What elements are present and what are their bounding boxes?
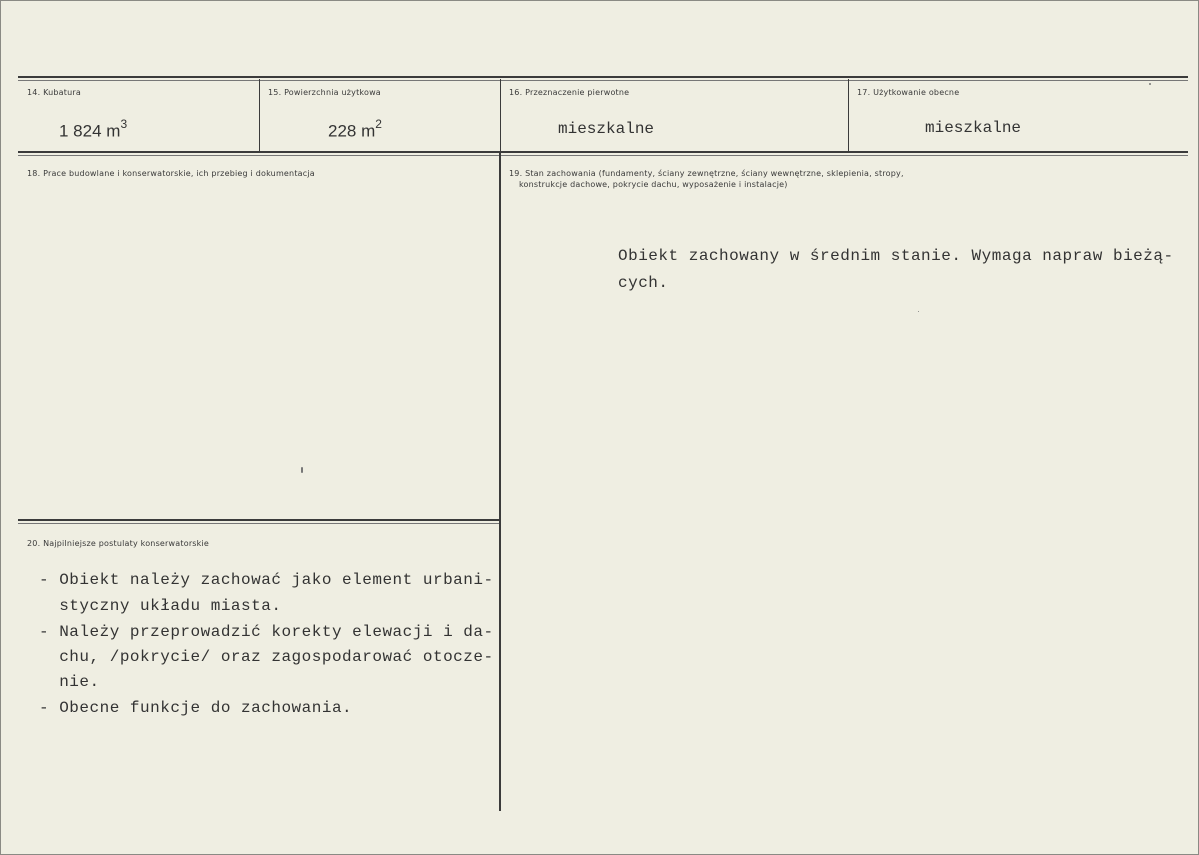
top-rule	[18, 76, 1188, 78]
field-20-line-5: nie.	[39, 673, 100, 691]
divider-15-16	[500, 79, 501, 153]
divider-14-15	[259, 79, 260, 153]
section20-rule	[18, 519, 499, 521]
field-14-label: 14. Kubatura	[27, 88, 81, 97]
field-20-line-4: chu, /pokrycie/ oraz zagospodarować otocze-	[39, 648, 494, 666]
field-14-number: 1 824 m	[59, 121, 121, 141]
field-19-label-line1: 19. Stan zachowania (fundamenty, ściany zewnętrzne, ściany wewnętrzne, sklepienia, stropy,	[509, 169, 904, 178]
paper-speck	[1149, 83, 1151, 85]
field-20-line-6: - Obecne funkcje do zachowania.	[39, 699, 353, 717]
field-18-label: 18. Prace budowlane i konserwatorskie, ich przebieg i dokumentacja	[27, 169, 315, 178]
section20-rule-thin	[18, 523, 499, 524]
paper-speck	[918, 311, 919, 312]
row1-rule	[18, 151, 1188, 153]
divider-main	[499, 153, 501, 811]
divider-16-17	[848, 79, 849, 153]
field-19-text-line1: Obiekt zachowany w średnim stanie. Wymaga napraw bieżą-	[618, 247, 1174, 265]
row1-rule-thin	[18, 155, 1188, 156]
field-15-unit-sup: 2	[375, 117, 382, 131]
field-15-number: 228 m	[328, 121, 376, 141]
field-19-label-line2: konstrukcje dachowe, pokrycie dachu, wyposażenie i instalacje)	[519, 180, 788, 189]
field-20-line-1: - Obiekt należy zachować jako element urbani-	[39, 571, 494, 589]
top-rule-thin	[18, 80, 1188, 81]
field-15-label: 15. Powierzchnia użytkowa	[268, 88, 381, 97]
field-17-label: 17. Użytkowanie obecne	[857, 88, 960, 97]
field-17-value: mieszkalne	[925, 119, 1022, 137]
paper-speck	[301, 467, 303, 473]
field-16-label: 16. Przeznaczenie pierwotne	[509, 88, 630, 97]
field-20-line-2: styczny układu miasta.	[39, 597, 282, 615]
field-20-line-3: - Należy przeprowadzić korekty elewacji i da-	[39, 623, 494, 641]
field-14-value	[59, 119, 127, 142]
field-14-unit-sup: 3	[120, 117, 128, 131]
field-15-value	[328, 119, 382, 142]
field-16-value: mieszkalne	[558, 120, 655, 138]
field-20-label: 20. Najpilniejsze postulaty konserwatorskie	[27, 539, 210, 548]
field-19-text-line2: cych.	[618, 274, 669, 292]
